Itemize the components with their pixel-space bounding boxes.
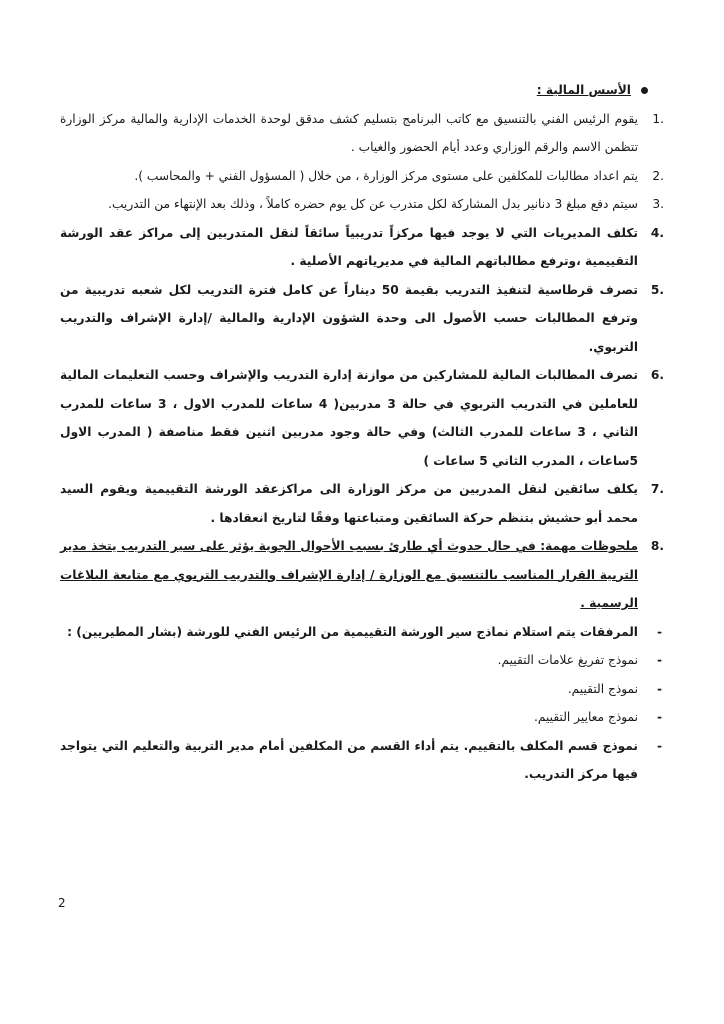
attachment-text: نموذج التقييم. [567,681,638,696]
dash-marker: - [656,738,662,753]
section-heading-text: الأسس المالية : [536,83,631,97]
dash-marker: - [656,624,662,639]
list-item [60,105,664,162]
item-text: يكلف سائقين لنقل المدربين من مركز الوزارة الى مراكزعقد الورشة التقييمية ويقوم السيد محمد أبو حشيش بتنظم حركة السائقين ومتباعتها وفقًا لتاريخ انعقادها . [60,482,638,525]
dash-marker: - [656,681,662,696]
item-text: تصرف قرطاسية لتنفيذ التدريب بقيمة 50 ديناراً عن كامل فترة التدريب لكل شعبه تدريبية من وترفع المطالبات حسب الأصول الى وحدة الشؤون الإدارية والمالية /إدارة الإشراف والتدريب التربوي. [60,282,638,354]
attachments-list [60,618,662,789]
attachment-text: المرفقات يتم استلام نماذج سير الورشة التقييمية من الرئيس الفني للورشة (بشار المطيريين) : [67,624,638,639]
item-text: سيتم دفع مبلغ 3 دنانير بدل المشاركة لكل متدرب عن كل يوم حضره كاملاً ، وذلك بعد الإنتهاء من التدريب. [108,197,638,211]
attachment-item [60,618,662,647]
list-item [60,162,664,191]
list-item [60,219,664,276]
item-number: 7. [650,482,664,496]
attachment-item [60,732,662,789]
item-number: 3. [652,197,664,211]
item-number: 2. [652,168,664,183]
item-text: يتم اعداد مطالبات للمكلفين على مستوى مركز الوزارة ، من خلال ( المسؤول الفني + والمحاسب ). [134,168,638,183]
list-item [60,361,664,475]
attachment-item [60,703,662,732]
item-text: تكلف المديريات التي لا يوجد فيها مركزاً تدريبياً سائقاً لنقل المتدربين إلى مراكز عقد الورشة التقييمية ،وترفع مطالباتهم المالية في مديرياتهم الأصلية . [60,225,638,268]
section-heading [60,76,648,105]
attachment-text: نموذج تفريغ علامات التقييم. [497,653,638,667]
list-item [60,475,664,532]
item-number: 8. [650,539,664,553]
item-text: يقوم الرئيس الفني بالتنسيق مع كاتب البرنامج بتسليم كشف مدقق لوحدة الخدمات الإدارية والمالية مركز الوزارة تتظمن الاسم والرقم الوزاري وعدد أيام الحضور والغياب . [60,111,638,154]
attachment-item [60,646,662,675]
item-text: ملحوظات مهمة: في حال حدوث أي طارئ بسبب الأحوال الجوية يؤثر على سير التدريب يتخذ مدير التربية القرار المناسب بالتنسيق مع الوزارة / إدارة الإشراف والتدريب التربوي مع متابعة البلاغات الرسمية . [60,539,638,610]
dash-marker: - [656,653,662,667]
bullet-icon [641,87,648,94]
list-item [60,276,664,362]
page-number: 2 [58,896,66,910]
item-number: 1. [652,111,664,126]
dash-marker: - [656,710,662,724]
attachment-item [60,675,662,704]
attachment-text: نموذج قسم المكلف بالتقييم. يتم أداء القسم من المكلفين أمام مدير التربية والتعليم التي يتواجد فيها مركز التدريب. [60,738,638,781]
attachment-text: نموذج معايير التقييم. [534,710,638,724]
item-number: 4. [650,225,664,240]
important-notes-item [60,532,664,618]
list-item [60,190,664,219]
financial-items-list [60,105,664,618]
item-number: 6. [650,368,664,382]
item-number: 5. [650,282,664,297]
item-text: تصرف المطالبات المالية للمشاركين من موازنة إدارة التدريب والإشراف وحسب التعليمات المالية للعاملين في التدريب التربوي في حالة 3 مدربين( 4 ساعات للمدرب الاول ، 3 ساعات للمدرب الثاني ، 3 ساعات للمدرب الثالث) وفي حالة وجود مدربين اثنين فقط مناصفة ( المدرب الاول 5ساعات ، المدرب الثاني 5 ساعات ) [60,368,639,468]
page-content [60,76,664,789]
